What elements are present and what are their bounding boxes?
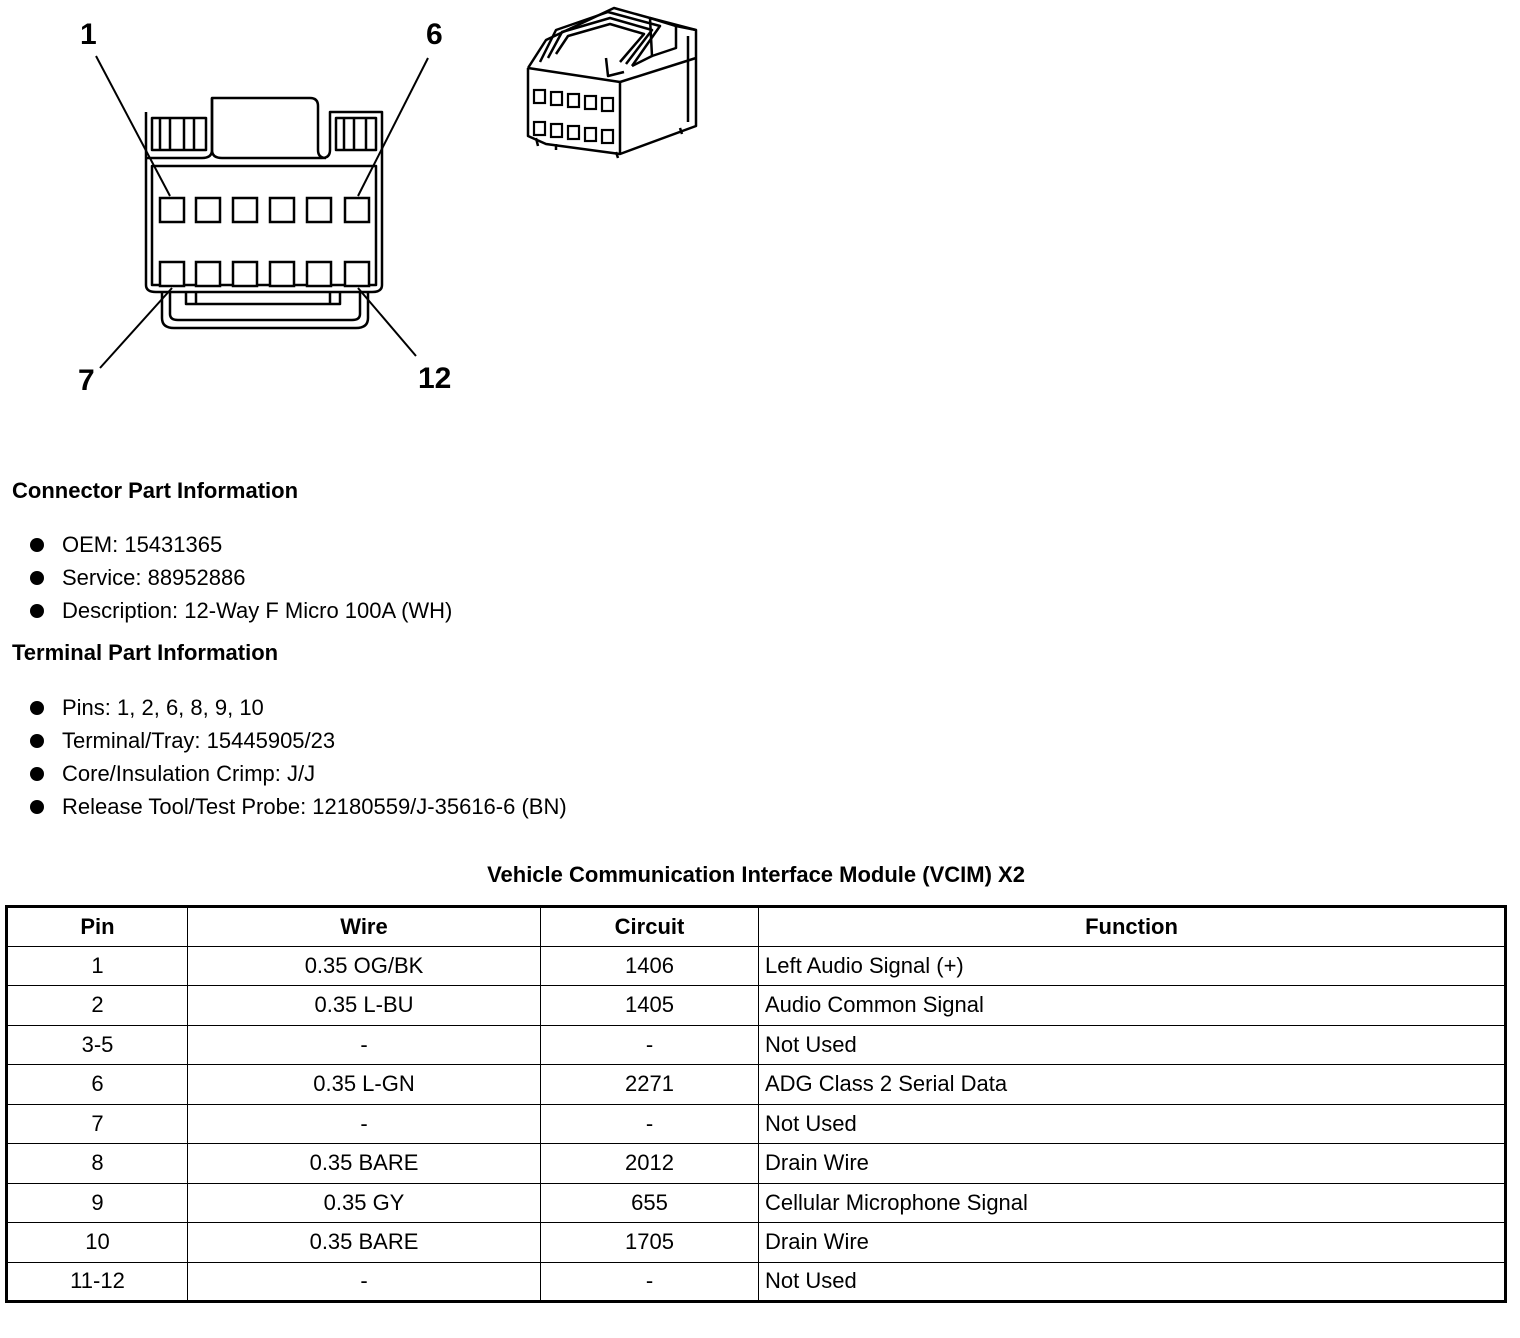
table-row: [7, 1104, 1506, 1144]
connector-info-list: [28, 528, 452, 627]
table-header-row: [7, 907, 1506, 947]
function-cell: Not Used: [759, 1262, 1506, 1302]
circuit-cell: -: [541, 1262, 759, 1302]
list-item: Service: 88952886: [28, 561, 452, 594]
pinout-table: [5, 905, 1507, 1303]
pin-cell: 7: [7, 1104, 188, 1144]
list-item: Pins: 1, 2, 6, 8, 9, 10: [28, 691, 567, 724]
pin-cell: 3-5: [7, 1025, 188, 1065]
list-item: Description: 12-Way F Micro 100A (WH): [28, 594, 452, 627]
bullet-icon: [30, 701, 44, 715]
function-cell: Drain Wire: [759, 1223, 1506, 1263]
wire-cell: 0.35 OG/BK: [188, 946, 541, 986]
table-row: [7, 1223, 1506, 1263]
list-item: OEM: 15431365: [28, 528, 452, 561]
pin-cell: 6: [7, 1065, 188, 1105]
bullet-icon: [30, 734, 44, 748]
table-row: [7, 1065, 1506, 1105]
pin-cell: 8: [7, 1144, 188, 1184]
circuit-cell: 2012: [541, 1144, 759, 1184]
iso-cavities: [534, 90, 613, 143]
bullet-icon: [30, 571, 44, 585]
function-cell: Left Audio Signal (+): [759, 946, 1506, 986]
function-cell: Drain Wire: [759, 1144, 1506, 1184]
circuit-cell: 1705: [541, 1223, 759, 1263]
function-cell: ADG Class 2 Serial Data: [759, 1065, 1506, 1105]
table-row: [7, 1262, 1506, 1302]
function-cell: Cellular Microphone Signal: [759, 1183, 1506, 1223]
cavity-row-top: [160, 198, 369, 222]
wire-cell: -: [188, 1262, 541, 1302]
bullet-icon: [30, 800, 44, 814]
wire-cell: 0.35 BARE: [188, 1223, 541, 1263]
callout-pin-7: 7: [78, 364, 95, 397]
wire-cell: 0.35 BARE: [188, 1144, 541, 1184]
wire-cell: 0.35 GY: [188, 1183, 541, 1223]
pin-cell: 1: [7, 946, 188, 986]
table-row: [7, 986, 1506, 1026]
table-row: [7, 1025, 1506, 1065]
circuit-cell: 655: [541, 1183, 759, 1223]
table-row: [7, 946, 1506, 986]
function-cell: Audio Common Signal: [759, 986, 1506, 1026]
circuit-cell: -: [541, 1025, 759, 1065]
column-header-function: Function: [759, 907, 1506, 947]
terminal-info-list: [28, 691, 567, 823]
wire-cell: 0.35 L-GN: [188, 1065, 541, 1105]
list-item: Core/Insulation Crimp: J/J: [28, 757, 567, 790]
bullet-icon: [30, 767, 44, 781]
connector-info-heading: Connector Part Information: [12, 478, 299, 503]
callout-pin-1: 1: [80, 18, 97, 51]
function-cell: Not Used: [759, 1104, 1506, 1144]
circuit-cell: 2271: [541, 1065, 759, 1105]
circuit-cell: 1405: [541, 986, 759, 1026]
list-item: Terminal/Tray: 15445905/23: [28, 724, 567, 757]
connector-latch: [162, 292, 368, 328]
wire-cell: 0.35 L-BU: [188, 986, 541, 1026]
pin-cell: 10: [7, 1223, 188, 1263]
bullet-icon: [30, 538, 44, 552]
table-row: [7, 1183, 1506, 1223]
wire-cell: -: [188, 1104, 541, 1144]
column-header-wire: Wire: [188, 907, 541, 947]
terminal-info-heading: Terminal Part Information: [12, 640, 279, 665]
cavity-row-bottom: [160, 262, 369, 286]
wire-cell: -: [188, 1025, 541, 1065]
circuit-cell: -: [541, 1104, 759, 1144]
circuit-cell: 1406: [541, 946, 759, 986]
bullet-icon: [30, 604, 44, 618]
callout-pin-12: 12: [418, 362, 452, 395]
table-row: [7, 1144, 1506, 1184]
pin-cell: 2: [7, 986, 188, 1026]
pin-cell: 11-12: [7, 1262, 188, 1302]
column-header-pin: Pin: [7, 907, 188, 947]
column-header-circuit: Circuit: [541, 907, 759, 947]
callout-pin-6: 6: [426, 18, 443, 51]
function-cell: Not Used: [759, 1025, 1506, 1065]
list-item: Release Tool/Test Probe: 12180559/J-35616-6 (BN): [28, 790, 567, 823]
pin-cell: 9: [7, 1183, 188, 1223]
connector-diagram: [0, 0, 720, 420]
table-title: Vehicle Communication Interface Module (VCIM) X2: [487, 862, 1025, 887]
